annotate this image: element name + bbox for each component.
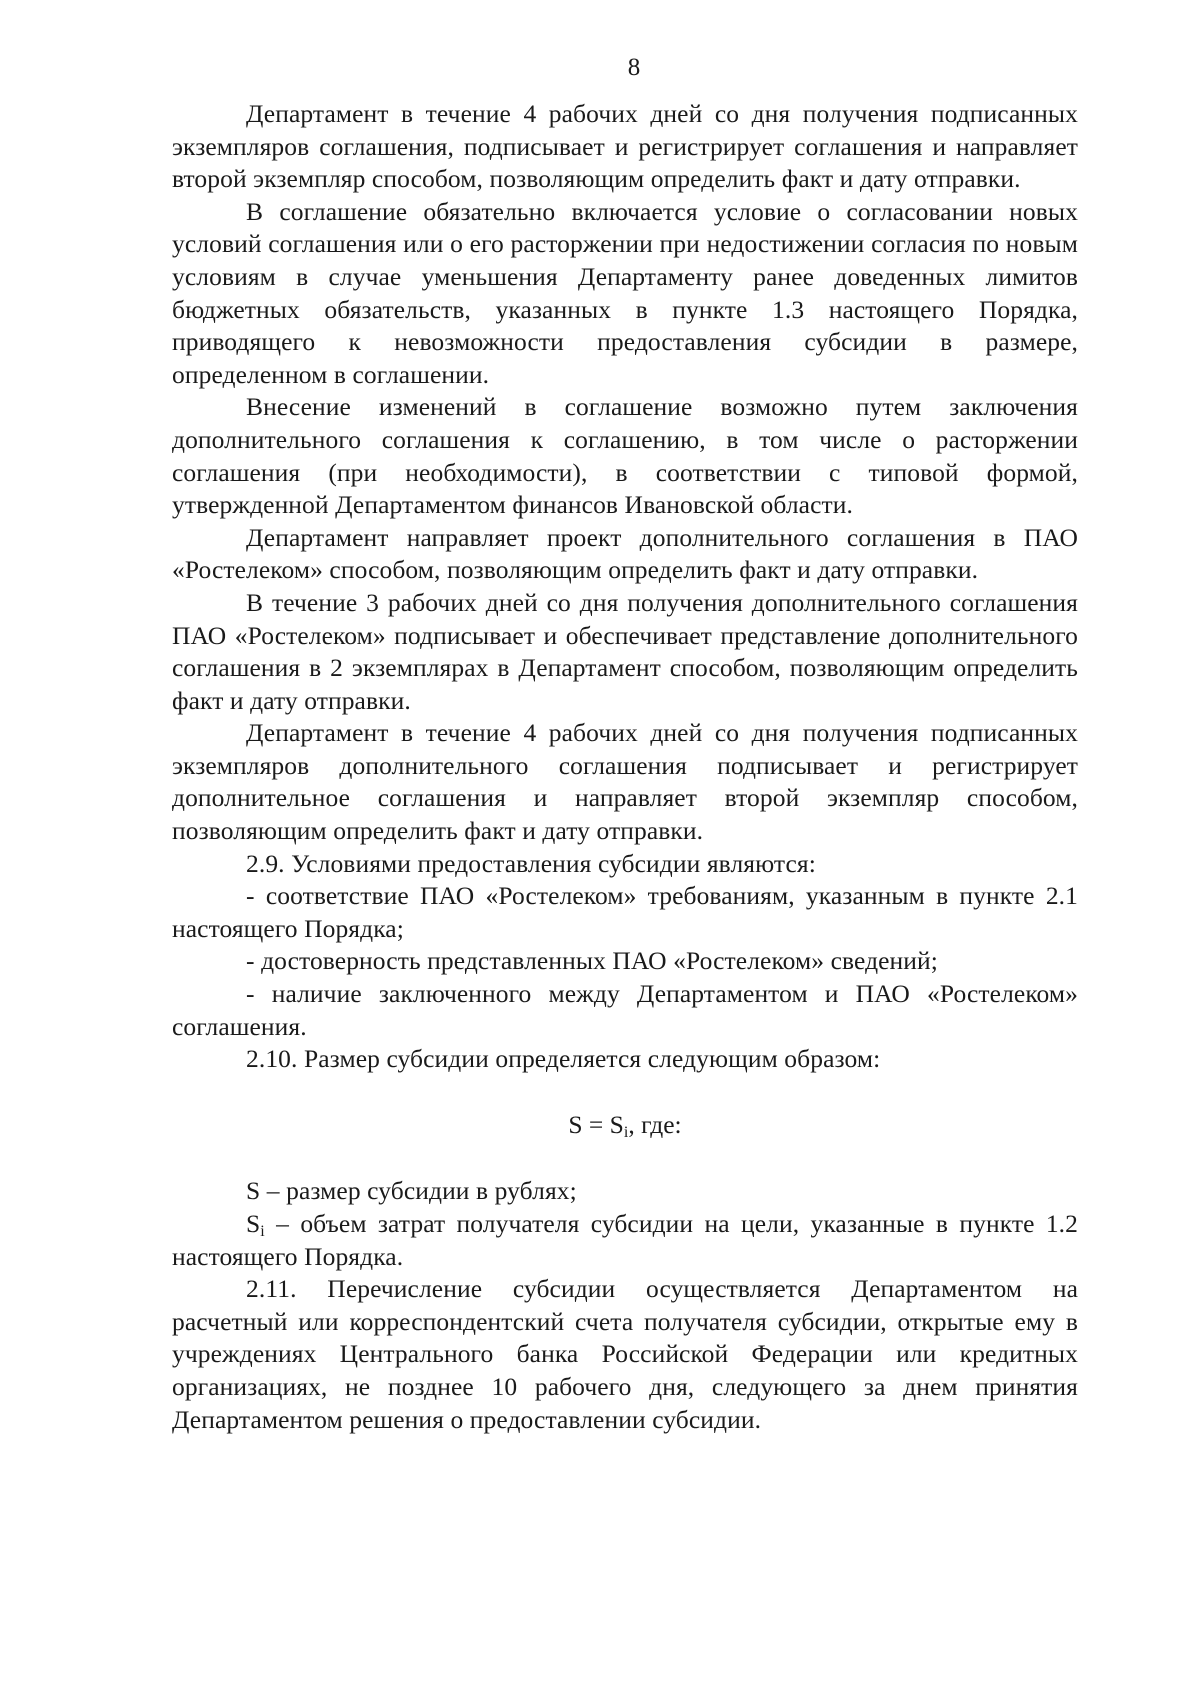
formula-subscript: i (623, 1123, 629, 1141)
definition-text: – размер субсидии в рублях; (260, 1176, 577, 1206)
condition-item: - соответствие ПАО «Ростелеком» требованиям, указанным в пункте 2.1 настоящего Порядка; (172, 881, 1078, 943)
definition-text: – объем затрат получателя субсидии на цели, указанные в пункте 1.2 настоящего Порядка. (172, 1209, 1078, 1271)
definition-symbol: S (246, 1176, 261, 1206)
page-number: 8 (627, 54, 641, 81)
document-page (172, 52, 1078, 1436)
formula-lhs: S = S (568, 1109, 624, 1139)
paragraph-condition: В соглашение обязательно включается условие о согласовании новых условий соглашения или о его расторжении при недостижении согласия по новым условиям в случае уменьшения Департаменту ранее доведенных лимитов бюджетных обязательств, указанных в пункте 1.3 настоящего Порядка, приводящего к невозможности предоставления субсидии в размере, определенном в соглашении. (172, 196, 1078, 389)
definition-s (172, 1175, 1078, 1208)
paragraph-registration: Департамент в течение 4 рабочих дней со дня получения подписанных экземпляров дополнительного соглашения подписывает и регистрирует дополнительное соглашения и направляет второй экземпляр способом, позволяющим определить факт и дату отправки. (172, 718, 1078, 846)
paragraph-amendments: Внесение изменений в соглашение возможно путем заключения дополнительного соглашения к соглашению, в том числе о расторжении соглашения (при необходимости), в соответствии с типовой формой, утвержденной Департаментом финансов Ивановской области. (172, 392, 1078, 520)
subsidy-formula (172, 1109, 1078, 1142)
paragraph-rostelecom-signing: В течение 3 рабочих дней со дня получения дополнительного соглашения ПАО «Ростелеком» подписывает и обеспечивает представление дополнительного соглашения в 2 экземплярах в Департамент способом, позволяющим определить факт и дату отправки. (172, 587, 1078, 715)
paragraph-2-10-heading: 2.10. Размер субсидии определяется следующим образом: (246, 1044, 881, 1074)
definition-symbol: S (246, 1209, 261, 1238)
condition-item: - наличие заключенного между Департаментом и ПАО «Ростелеком» соглашения. (172, 979, 1078, 1041)
paragraph-2-9-heading: 2.9. Условиями предоставления субсидии являются: (246, 848, 816, 878)
paragraph-draft-sending: Департамент направляет проект дополнительного соглашения в ПАО «Ростелеком» способом, позволяющим определить факт и дату отправки. (172, 522, 1078, 585)
paragraph-signing: Департамент в течение 4 рабочих дней со дня получения подписанных экземпляров соглашения, подписывает и регистрирует соглашения и направляет второй экземпляр способом, позволяющим определить факт и дату отправки. (172, 99, 1078, 194)
paragraph-2-11-transfer: 2.11. Перечисление субсидии осуществляется Департаментом на расчетный или корреспондентский счета получателя субсидии, открытые ему в учреждениях Центрального банка Российской Федерации или кредитных организациях, не позднее 10 рабочего дня, следующего за днем принятия Департаментом решения о предоставлении субсидии. (172, 1274, 1078, 1434)
condition-item: - достоверность представленных ПАО «Ростелеком» сведений; (246, 946, 938, 976)
definition-si (172, 1208, 1078, 1273)
formula-rhs: , где: (628, 1109, 682, 1139)
definition-subscript: i (260, 1223, 265, 1240)
